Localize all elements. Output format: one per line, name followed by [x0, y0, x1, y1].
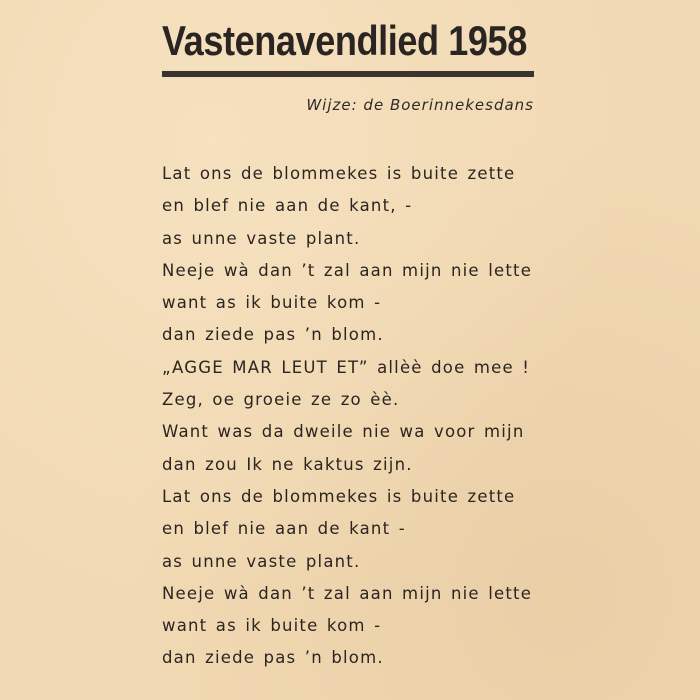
lyric-line: Lat ons de blommekes is buite zette: [162, 164, 516, 183]
tune-credit: Wijze: de Boerinnekesdans: [306, 96, 534, 114]
song-lyrics: [162, 158, 582, 675]
lyric-line: dan ziede pas ’n blom.: [162, 325, 384, 345]
lyric-line: want as ik buite kom -: [162, 293, 382, 313]
lyric-line: Neeje wà dan ’t zal aan mijn nie lette: [162, 583, 533, 603]
lyric-line: Neeje wà dan ’t zal aan mijn nie lette: [162, 260, 533, 280]
lyric-line: „AGGE MAR LEUT ET” allèè doe mee !: [162, 357, 531, 377]
song-title: Vastenavendlied 1958: [162, 17, 527, 64]
lyric-line: dan zou Ik ne kaktus zijn.: [162, 454, 413, 474]
lyric-line: as unne vaste plant.: [162, 228, 361, 248]
lyric-line: dan ziede pas ’n blom.: [162, 648, 384, 668]
lyric-line: en blef nie aan de kant, -: [162, 196, 413, 216]
lyric-line: en blef nie aan de kant -: [162, 519, 406, 539]
lyric-line: as unne vaste plant.: [162, 551, 361, 571]
lyric-line: want as ik buite kom -: [162, 616, 382, 636]
lyric-line: Zeg, oe groeie ze zo èè.: [162, 390, 400, 410]
lyric-line: Want was da dweile nie wa voor mijn: [162, 422, 525, 442]
lyric-line: Lat ons de blommekes is buite zette: [162, 486, 516, 506]
title-underline: [162, 71, 534, 77]
